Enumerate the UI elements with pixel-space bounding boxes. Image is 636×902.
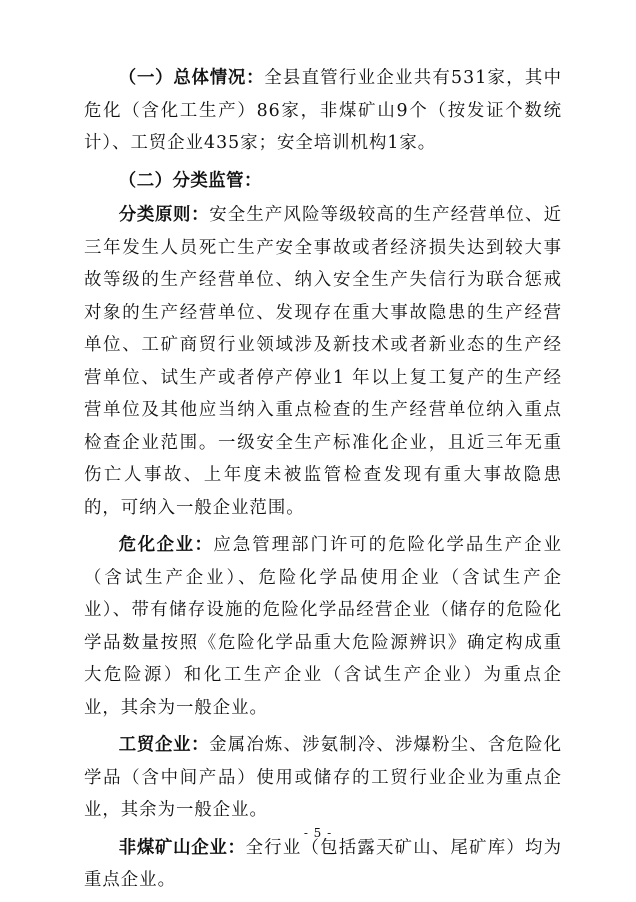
industry-trade-paragraph bbox=[84, 729, 562, 827]
classification-principle-text: 安全生产风险等级较高的生产经营单位、近三年发生人员死亡生产安全事故或者经济损失达到较大事故等级的生产经营单位、纳入安全生产失信行为联合惩戒对象的生产经营单位、发现存在重大事故隐患的生产经营单位、工矿商贸行业领域涉及新技术或者新业态的生产经营单位、试生产或者停产停业1 年以上复工复产的生产经营单位及其他应当纳入重点检查的生产经营单位纳入重点检查企业范围。一级安全生产标准化企业，且近三年无重伤亡人事故、上年度未被监管检查发现有重大事故隐患的，可纳入一般企业范围。 bbox=[84, 205, 562, 518]
overall-situation-heading: （一）总体情况： bbox=[118, 68, 265, 88]
classified-supervision-heading: （二）分类监管： bbox=[118, 170, 262, 191]
hazardous-chemical-paragraph bbox=[84, 529, 562, 724]
industry-trade-text: 金属冶炼、涉氨制冷、涉爆粉尘、含危险化学品（含中间产品）使用或储存的工贸行业企业为重点企业，其余为一般企业。 bbox=[84, 735, 562, 820]
classified-supervision-paragraph bbox=[84, 165, 562, 198]
classification-principle-paragraph bbox=[84, 199, 562, 524]
overall-situation-paragraph bbox=[84, 62, 562, 160]
non-coal-mining-label: 非煤矿山企业： bbox=[118, 837, 246, 858]
overall-situation-text: 全县直管行业企业共有531家，其中危化（含化工生产）86家，非煤矿山9个（按发证个数统计）、工贸企业435家；安全培训机构1家。 bbox=[84, 68, 562, 153]
non-coal-mining-paragraph bbox=[84, 832, 562, 897]
industry-trade-label: 工贸企业： bbox=[118, 735, 210, 755]
hazardous-chemical-text: 应急管理部门许可的危险化学品生产企业（含试生产企业）、危险化学品使用企业（含试生产企业）、带有储存设施的危险化学品经营企业（储存的危险化学品数量按照《危险化学品重大危险源辨识》确定构成重大危险源）和化工生产企业（含试生产企业）为重点企业，其余为一般企业。 bbox=[84, 535, 562, 718]
document-page bbox=[84, 62, 562, 902]
non-coal-mining-text: 全行业（包括露天矿山、尾矿库）均为重点企业。 bbox=[84, 837, 562, 890]
classification-principle-label: 分类原则： bbox=[118, 205, 210, 225]
hazardous-chemical-label: 危化企业： bbox=[118, 535, 214, 555]
page-number: - 5 - bbox=[303, 826, 333, 840]
